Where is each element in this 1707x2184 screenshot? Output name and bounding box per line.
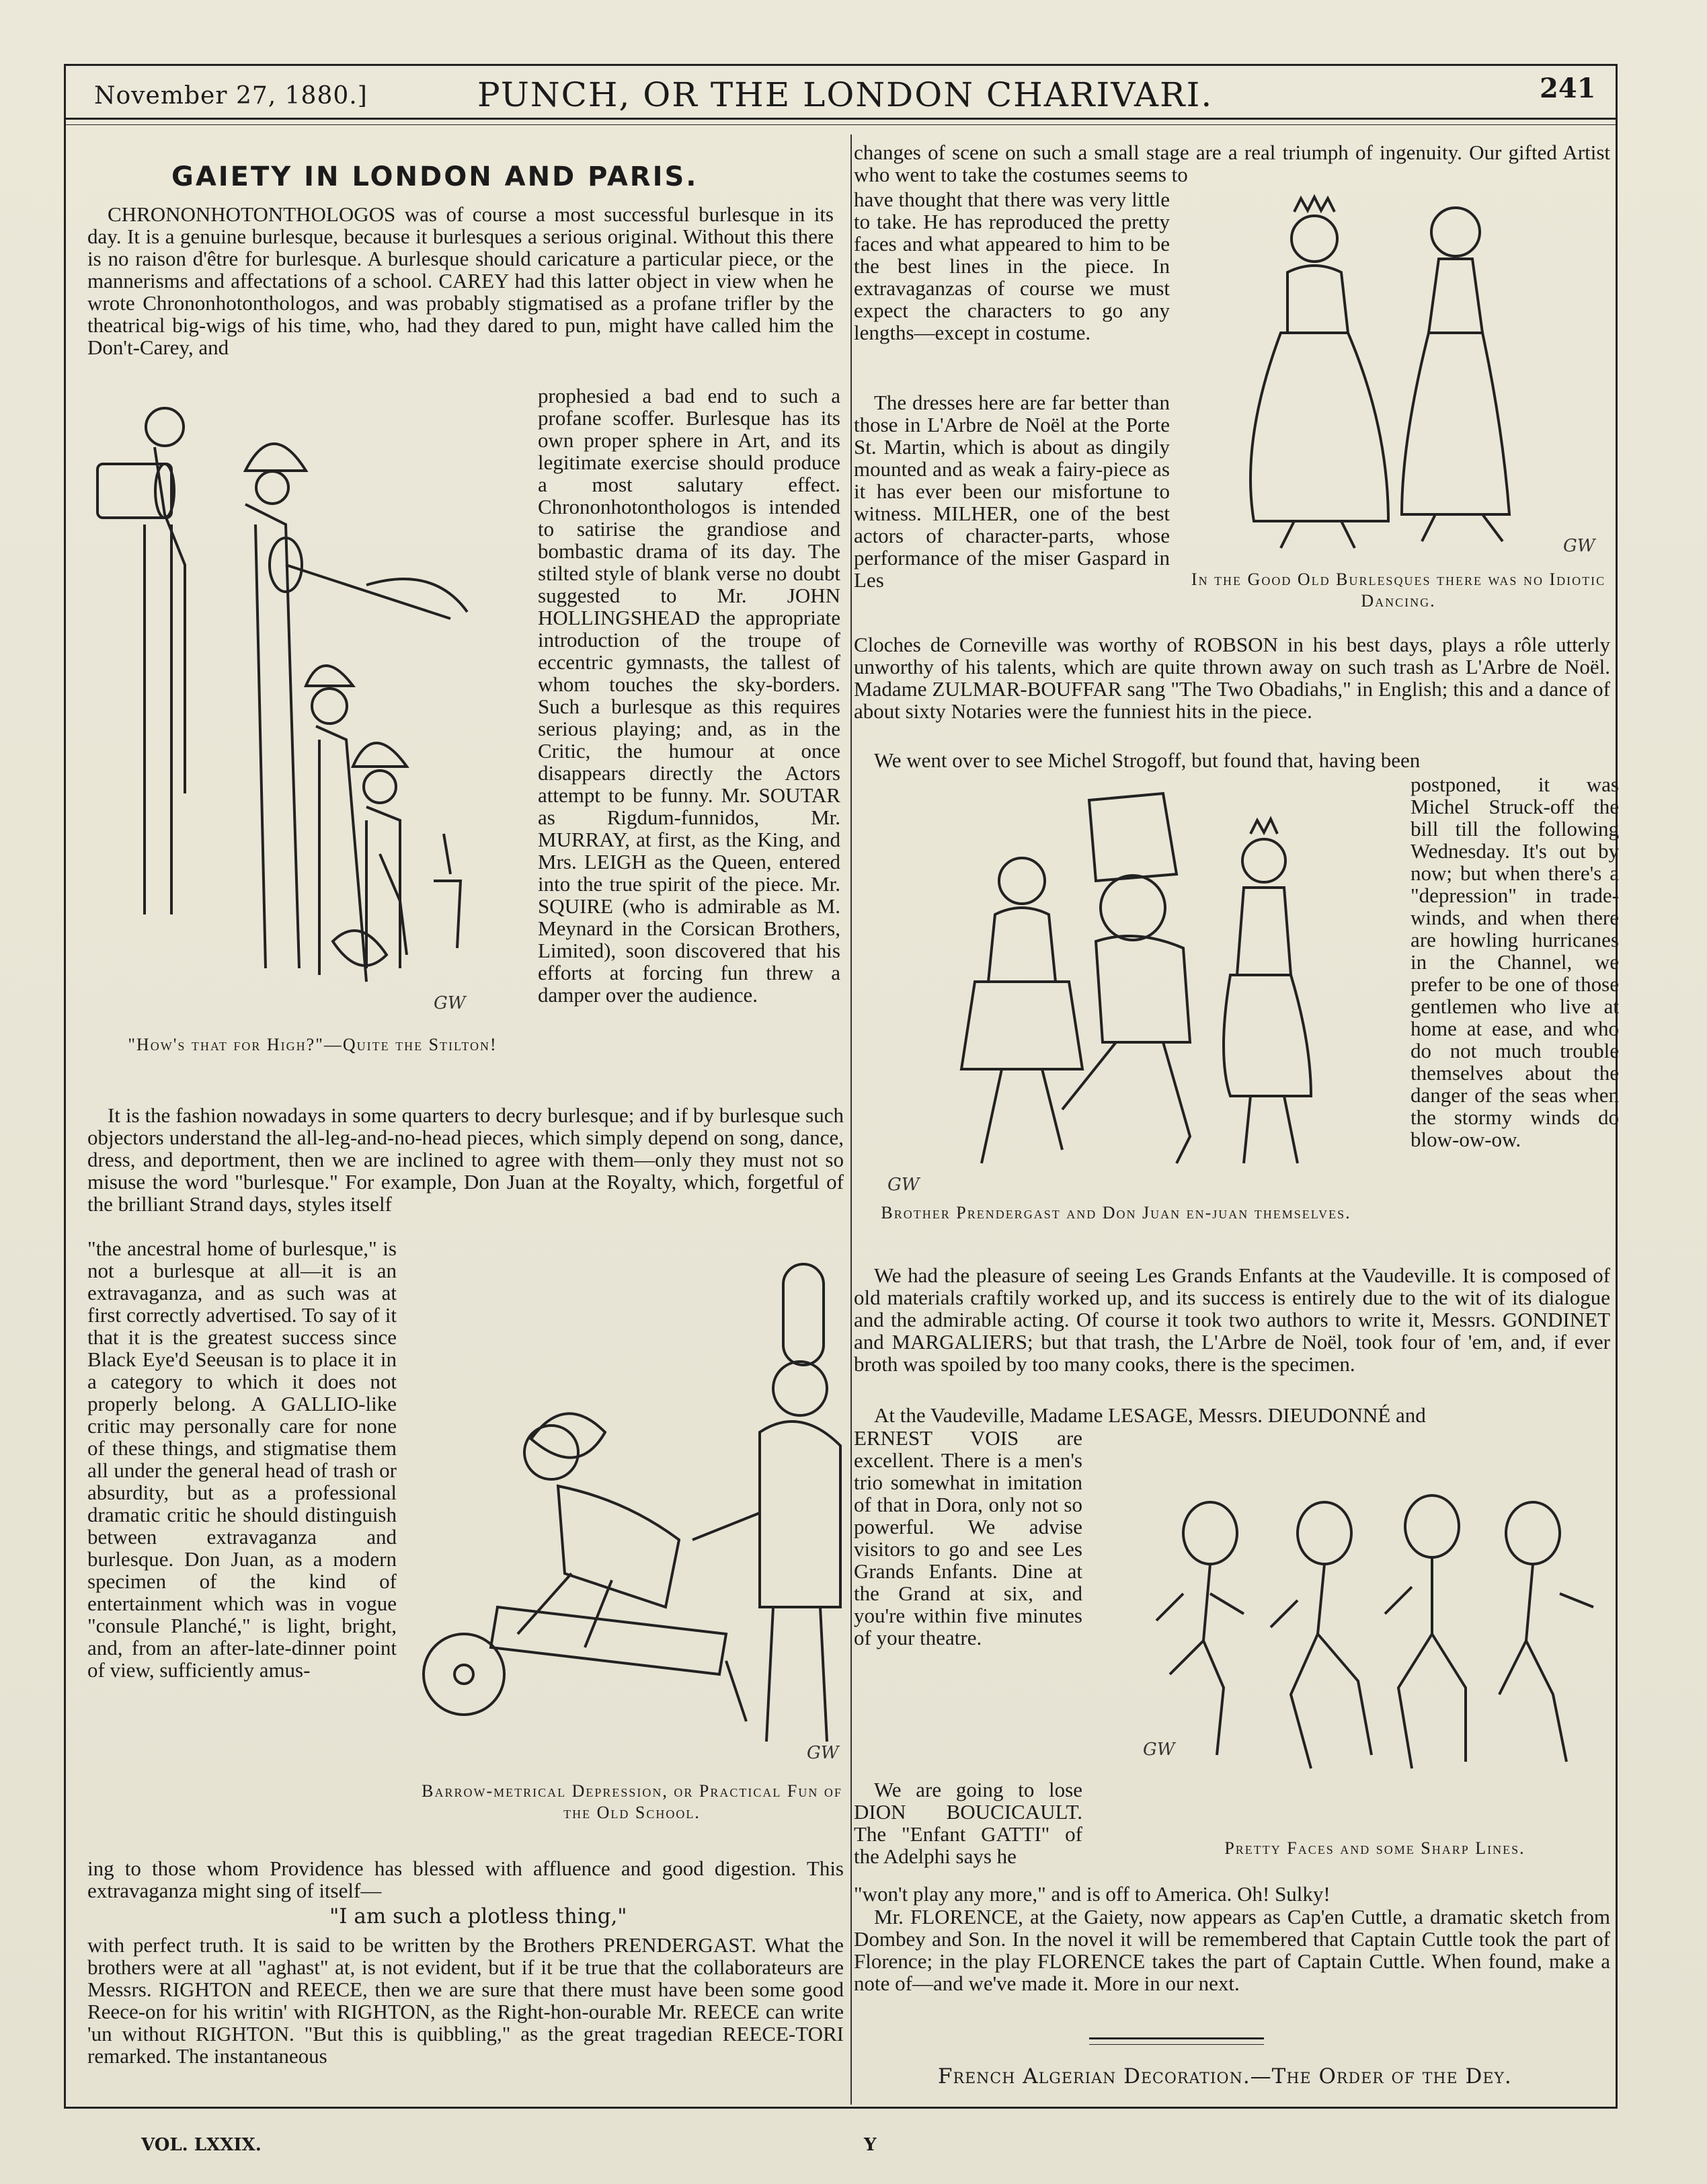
- artist-signature: GW: [807, 1743, 839, 1763]
- paragraph-text: "the ancestral home of burlesque," is not a burlesque at all—it is an extravaganza, and as such was at first correctly advertised. To say of it that it is the greatest success since Black Eye'd Seeusan is to place it in a category to which it does not properly belong. A GALLIO-like critic may personally care for none of these things, and stigmatise them all under the general head of trash or absurdity, but as a professional dramatic critic he should distinguish between extravaganza and burlesque. Don Juan, as a modern specimen of the kind of entertainment which was in vogue "consule Planché," is light, bright, and, from an after-late-dinner point of view, sufficiently amus-: [87, 1237, 397, 1682]
- volume-number: VOL. LXXIX.: [141, 2135, 262, 2155]
- signature-mark: Y: [864, 2135, 877, 2155]
- article-paragraph-prendergast: [87, 1934, 844, 2095]
- paragraph-text: It is the fashion nowadays in some quarters to decry burlesque; and if by burlesque such objectors understand the all-leg-and-no-head pieces, which simply depend on song, dance, dress, and deportment, then we are inclined to agree with them—only they must not so misuse the word "burlesque." For example, Don Juan at the Royalty, which, forgetful of the brilliant Strand days, styles itself: [87, 1104, 844, 1216]
- artist-signature: GW: [434, 993, 466, 1013]
- pull-quote: "I am such a plotless thing,": [329, 1904, 627, 1928]
- epigram: French Algerian Decoration.—The Order of the Dey.: [938, 2064, 1512, 2089]
- caption-barrow: Barrow-metrical Depression, or Practical Fun of the Old School.: [422, 1781, 842, 1822]
- issue-date: November 27, 1880.]: [94, 82, 368, 110]
- article-paragraph-digestion: [87, 1857, 844, 1904]
- article-paragraph-cloches: [854, 633, 1610, 751]
- caption-faces: Pretty Faces and some Sharp Lines.: [1224, 1838, 1525, 1858]
- paragraph-text: prophesied a bad end to such a profane scoffer. Burlesque has its own proper sphere in Art, and its legitimate exercise should produce a most salutary effect. Chrononhotonthologos is intended to satirise the grandiose and bombastic drama of its day. The stilted style of blank verse no doubt suggested to Mr. JOHN HOLLINGSHEAD the appropriate introduction of the troupe of eccentric gymnasts, the tallest of whom touches the sky-borders. Such a burlesque as this requires serious playing; and, as in the Critic, the humour at once disappears directly the Actors attempt to be funny. Mr. SOUTAR as Rigdum-funnidos, Mr. MURRAY, at first, as the King, and Mrs. LEIGH as the Queen, entered into the true spirit of the piece. Mr. SQUIRE (who is admirable as M. Meynard in the Corsican Brothers, Limited), soon discovered that his efforts at forcing fun threw a damper over the audience.: [538, 385, 840, 1007]
- prendergast-drawing: [867, 787, 1405, 1204]
- caption-prendergast: Brother Prendergast and Don Juan en-juan themselves.: [881, 1203, 1351, 1222]
- dancers-drawing: [1187, 185, 1610, 561]
- article-paragraph-extravaganza: [87, 1237, 397, 1869]
- article-paragraph-strogoff: [854, 749, 1610, 773]
- article-paragraph-dresses: [854, 391, 1170, 633]
- article-paragraph-boucicault: [854, 1779, 1082, 1869]
- end-rule: [1089, 2037, 1264, 2039]
- column-divider: [850, 134, 852, 2105]
- article-paragraph-trio: [854, 1427, 1082, 1803]
- paragraph-text: The dresses here are far better than those in L'Arbre de Noël at the Porte St. Martin, which is about as dingily mounted and as weak a fairy-piece as it has ever been our misfortune to witness. MILHER, one of the best actors of character-parts, whose performance of the miser Gaspard in Les: [854, 391, 1170, 592]
- paragraph-text: postponed, it was Michel Struck-off the bill till the following Wednesday. It's out by now; but when there's a "depression" in trade-winds, and when there are howling hurricanes in the Channel, we prefer to be one of those gentlemen who live at home at ease, and who do not much trouble themselves about the danger of the seas when the stormy winds do blow-ow-ow.: [1411, 773, 1619, 1151]
- article-paragraph-costumes: [854, 188, 1170, 393]
- paragraph-text: Cloches de Corneville was worthy of ROBSON in his best days, plays a rôle utterly unworthy of his talents, which are quite thrown away on such trash as L'Arbre de Noël. Madame ZULMAR-BOUFFAR sang "The Two Obadiahs," in English; this and a dance of about sixty Notaries were the funniest hits in the piece.: [854, 633, 1610, 723]
- caption-dancers: In the Good Old Burlesques there was no Idiotic Dancing.: [1191, 570, 1606, 611]
- paragraph-text: have thought that there was very little to take. He has reproduced the pretty faces and what appeared to him to be the best lines in the piece. In extravaganzas of course we must expect the characters to go any lengths—except in costume.: [854, 188, 1170, 344]
- illustration-barrow: [410, 1257, 847, 1768]
- header-rule-thin: [64, 124, 1618, 125]
- article-paragraph-vaudeville: [854, 1404, 1610, 1428]
- end-rule-thin: [1089, 2044, 1264, 2045]
- paragraph-text: At the Vaudeville, Madame LESAGE, Messrs. DIEUDONNÉ and: [874, 1404, 1426, 1427]
- barrow-drawing: [410, 1257, 847, 1768]
- caption-stilts: "How's that for High?"—Quite the Stilton!: [128, 1035, 498, 1054]
- illustration-faces: [1129, 1473, 1620, 1822]
- header-rule: [64, 118, 1618, 120]
- paragraph-text: Mr. FLORENCE, at the Gaiety, now appears as Cap'en Cuttle, a dramatic sketch from Dombey and Son. In the novel it will be remembered that Captain Cuttle took the part of Florence; in the play FLORENCE takes the part of Captain Cuttle. When found, make a note of—and we've made it. More in our next.: [854, 1906, 1610, 1995]
- stilts-drawing: [84, 390, 531, 1022]
- paragraph-text: ing to those whom Providence has blessed with affluence and good digestion. This extravaganza might sing of itself—: [87, 1857, 844, 1902]
- paragraph-text: CHRONONHOTONTHOLOGOS was of course a most successful burlesque in its day. It is a genuine burlesque, because it burlesques a serious original. Without this there is no raison d'être for burlesque. A burlesque should caricature a particular piece, or the mannerisms and affectations of a school. CAREY had this latter object in view when he wrote Chrononhotonthologos, and was probably stigmatised as a profane trifler by the theatrical big-wigs of his time, who, had they dared to pun, might have called him the Don't-Carey, and: [87, 203, 834, 359]
- masthead-title: PUNCH, OR THE LONDON CHARIVARI.: [477, 75, 1214, 114]
- article-paragraph-cuttle: [854, 1906, 1610, 2027]
- article-paragraph-burlesque: [538, 385, 840, 1103]
- article-title: GAIETY IN LONDON AND PARIS.: [171, 161, 699, 192]
- paragraph-text: We had the pleasure of seeing Les Grands Enfants at the Vaudeville. It is composed of old materials craftily worked up, and its success is entirely due to the wit of its dialogue and the admirable acting. Of course it took two authors to write it, Messrs. GONDINET and MARGALIERS; but that trash, the L'Arbre de Noël, took four of 'em, and, if ever broth was spoiled by too many cooks, there is the specimen.: [854, 1264, 1610, 1376]
- paragraph-text: with perfect truth. It is said to be written by the Brothers PRENDERGAST. What the brothers were at all "aghast" at, is not evident, but if it be true that the collaborateurs are Messrs. RIGHTON and REECE, then we are sure that there must have been some good Reece-on for his writin' with RIGHTON, as the Right-hon-ourable Mr. REECE can write 'un without RIGHTON. "But this is quibbling," as the great tragedian REECE-TORI remarked. The instantaneous: [87, 1934, 844, 2068]
- article-paragraph-grands-enfants: [854, 1264, 1610, 1405]
- paragraph-text: ERNEST VOIS are excellent. There is a men's trio somewhat in imitation of that in Dora, only not so powerful. We advise visitors to go and see Les Grands Enfants. Dine at the Grand at six, and you're within five minutes of your theatre.: [854, 1427, 1082, 1649]
- paragraph-text: We went over to see Michel Strogoff, but found that, having been: [874, 749, 1421, 772]
- article-paragraph-struck-off: [1411, 773, 1619, 1259]
- paragraph-text: We are going to lose DION BOUCICAULT. The "Enfant GATTI" of the Adelphi says he: [854, 1779, 1082, 1868]
- article-paragraph-fashion: [87, 1104, 844, 1239]
- paragraph-text: "won't play any more," and is off to America. Oh! Sulky!: [854, 1883, 1331, 1906]
- article-paragraph-intro: [87, 203, 834, 385]
- artist-signature: GW: [1143, 1740, 1175, 1760]
- page-number: 241: [1540, 73, 1596, 104]
- artist-signature: GW: [1563, 536, 1595, 556]
- illustration-stilts: [84, 390, 531, 1022]
- artist-signature: GW: [887, 1175, 920, 1195]
- faces-drawing: [1129, 1473, 1620, 1822]
- illustration-prendergast: [867, 787, 1405, 1204]
- paragraph-text: changes of scene on such a small stage are a real triumph of ingenuity. Our gifted Artist who went to take the costumes seems to: [854, 141, 1610, 186]
- article-paragraph-sulky: [854, 1883, 1610, 1907]
- illustration-dancers: [1187, 185, 1610, 561]
- article-paragraph-scenes: [854, 141, 1610, 190]
